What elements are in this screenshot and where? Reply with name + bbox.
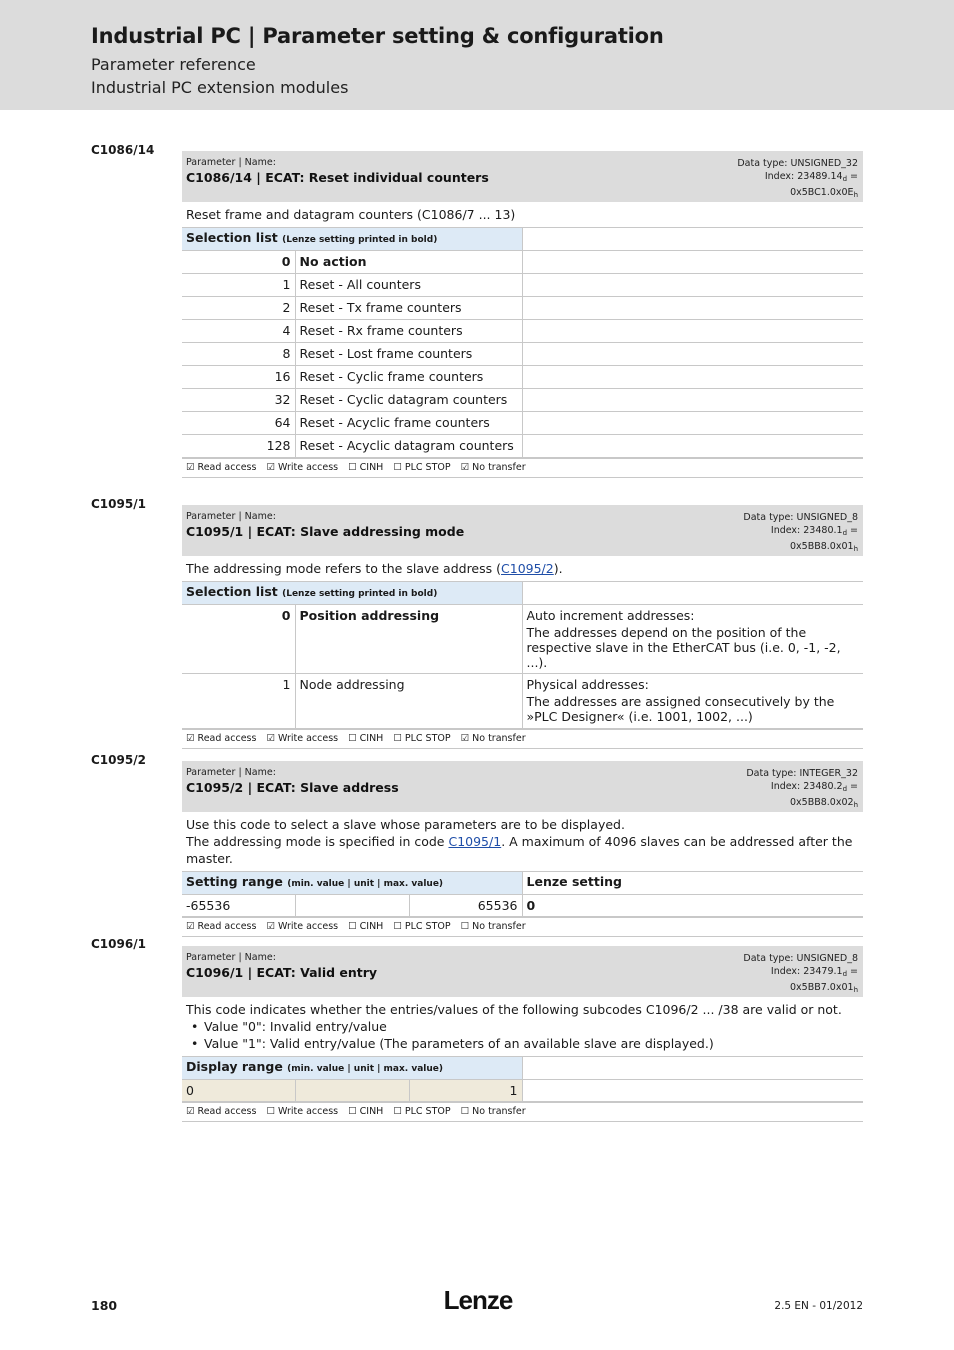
option-info	[522, 388, 863, 411]
access-flags	[182, 729, 863, 749]
index-decimal: Index: $23480.1_d$ =	[770, 525, 858, 537]
index-decimal: Index: $23480.2_d$ =	[770, 781, 858, 793]
access-flag: ☐ PLC STOP	[393, 461, 451, 473]
option-value: 0	[182, 604, 295, 673]
option-value: 1	[182, 273, 295, 296]
link-c1095-1[interactable]: C1095/1	[448, 834, 502, 849]
list-item: • Value "1": Valid entry/value (The parameters of an available slave are displayed.)	[186, 1035, 859, 1052]
range-unit	[295, 894, 409, 916]
access-flag: ☐ No transfer	[460, 1105, 526, 1117]
access-flag: ☑ No transfer	[460, 461, 526, 473]
range-min: -65536	[182, 894, 295, 916]
index-hex: $0x5BC1.0x0E_h$	[790, 187, 858, 199]
display-range-header: Display range (min. value | unit | max. value)	[182, 1057, 522, 1079]
param-description: The addressing mode refers to the slave address (C1095/2).	[182, 556, 863, 582]
access-flag: ☑ Read access	[186, 920, 257, 932]
code-label-c1096-1: C1096/1	[91, 937, 146, 951]
selection-list-header: Selection list (Lenze setting printed in bold)	[182, 582, 522, 604]
access-flag: ☐ CINH	[348, 1105, 384, 1117]
selection-list-table	[182, 228, 863, 458]
access-flag: ☑ Write access	[266, 920, 339, 932]
access-flag: ☐ PLC STOP	[393, 1105, 451, 1117]
range-max: 1	[409, 1079, 522, 1101]
access-flag: ☐ PLC STOP	[393, 732, 451, 744]
selection-option-row	[182, 342, 863, 365]
lenze-logo	[438, 1286, 518, 1316]
range-unit	[295, 1079, 409, 1101]
range-min: 0	[182, 1079, 295, 1101]
code-label-c1086-14: C1086/14	[91, 143, 155, 157]
selection-option-row	[182, 319, 863, 342]
option-value: 32	[182, 388, 295, 411]
access-flags	[182, 1102, 863, 1122]
lenze-setting-header: Lenze setting	[522, 872, 863, 894]
option-label: Reset - Cyclic frame counters	[295, 365, 522, 388]
index-hex: $0x5BB8.0x01_h$	[789, 541, 858, 553]
option-value: 2	[182, 296, 295, 319]
page-header	[0, 0, 954, 110]
access-flags	[182, 458, 863, 478]
data-type: Data type: UNSIGNED_8	[743, 953, 858, 964]
param-meta	[743, 511, 858, 556]
param-name-label: Parameter | Name:	[186, 511, 276, 522]
index-decimal: Index: $23489.14_d$ =	[764, 171, 858, 183]
option-info	[522, 411, 863, 434]
access-flag: ☐ No transfer	[460, 920, 526, 932]
code-label-c1095-1: C1095/1	[91, 497, 146, 511]
access-flag: ☐ CINH	[348, 461, 384, 473]
option-label: Reset - Cyclic datagram counters	[295, 388, 522, 411]
param-meta	[737, 157, 858, 202]
code-label-c1095-2: C1095/2	[91, 753, 146, 767]
svg-text:Lenze: Lenze	[443, 1286, 513, 1315]
selection-option-row	[182, 365, 863, 388]
access-flag: ☑ Write access	[266, 461, 339, 473]
param-description: This code indicates whether the entries/values of the following subcodes C1096/2 ... /38 are valid or not. • Value "0": Invalid entry/value • Value "1": Valid entry/value (The parameters of an available slave are displayed.)	[182, 997, 863, 1057]
setting-range-table	[182, 872, 863, 917]
access-flag: ☐ CINH	[348, 920, 384, 932]
access-flag: ☑ Read access	[186, 1105, 257, 1117]
access-flag: ☐ Write access	[266, 1105, 339, 1117]
data-type: Data type: UNSIGNED_8	[743, 512, 858, 523]
option-info	[522, 273, 863, 296]
subsection-title: Industrial PC extension modules	[91, 78, 349, 97]
option-info	[522, 250, 863, 273]
option-info	[522, 365, 863, 388]
display-range-table	[182, 1057, 863, 1102]
param-block-c1086-14	[182, 151, 863, 478]
option-value: 128	[182, 434, 295, 457]
option-label: Reset - Tx frame counters	[295, 296, 522, 319]
param-header	[182, 505, 863, 556]
page-title: Industrial PC | Parameter setting & configuration	[91, 24, 664, 48]
access-flag: ☑ Read access	[186, 461, 257, 473]
param-name: C1095/2 | ECAT: Slave address	[186, 780, 399, 795]
value-list	[186, 1018, 859, 1052]
section-title: Parameter reference	[91, 55, 256, 74]
option-value: 4	[182, 319, 295, 342]
param-block-c1095-2	[182, 761, 863, 937]
param-name-label: Parameter | Name:	[186, 767, 276, 778]
range-max: 65536	[409, 894, 522, 916]
selection-list-header: Selection list (Lenze setting printed in bold)	[182, 228, 522, 250]
version-info: 2.5 EN - 01/2012	[774, 1300, 863, 1312]
option-value: 1	[182, 673, 295, 728]
option-label: Position addressing	[295, 604, 522, 673]
access-flag: ☑ Write access	[266, 732, 339, 744]
option-info	[522, 342, 863, 365]
access-flags	[182, 917, 863, 937]
param-description: Reset frame and datagram counters (C1086/7 ... 13)	[182, 202, 863, 228]
option-label: Reset - Acyclic frame counters	[295, 411, 522, 434]
list-item: • Value "0": Invalid entry/value	[186, 1018, 859, 1035]
page-number: 180	[91, 1298, 118, 1313]
selection-option-row	[182, 673, 863, 728]
param-name-label: Parameter | Name:	[186, 157, 276, 168]
param-name: C1095/1 | ECAT: Slave addressing mode	[186, 524, 465, 539]
option-label: Reset - Acyclic datagram counters	[295, 434, 522, 457]
option-label: Reset - All counters	[295, 273, 522, 296]
option-value: 0	[182, 250, 295, 273]
option-value: 8	[182, 342, 295, 365]
selection-option-row	[182, 250, 863, 273]
selection-option-row	[182, 273, 863, 296]
option-value: 64	[182, 411, 295, 434]
option-label: Node addressing	[295, 673, 522, 728]
option-info: Auto increment addresses: The addresses depend on the position of the respective slave in the EtherCAT bus (i.e. 0, -1, -2, ...).	[522, 604, 863, 673]
selection-option-row	[182, 388, 863, 411]
param-name: C1096/1 | ECAT: Valid entry	[186, 965, 378, 980]
option-info	[522, 319, 863, 342]
option-label: Reset - Rx frame counters	[295, 319, 522, 342]
param-description: Use this code to select a slave whose parameters are to be displayed. The addressing mode is specified in code C1095/1. A maximum of 4096 slaves can be addressed after the master.	[182, 812, 863, 872]
param-header	[182, 946, 863, 997]
data-type: Data type: INTEGER_32	[746, 768, 858, 779]
access-flag: ☑ No transfer	[460, 732, 526, 744]
param-block-c1096-1	[182, 946, 863, 1122]
option-label: Reset - Lost frame counters	[295, 342, 522, 365]
link-c1095-2[interactable]: C1095/2	[501, 561, 554, 576]
param-name-label: Parameter | Name:	[186, 952, 276, 963]
option-info	[522, 434, 863, 457]
param-block-c1095-1	[182, 505, 863, 749]
access-flag: ☑ Read access	[186, 732, 257, 744]
selection-list-table	[182, 582, 863, 729]
param-meta	[746, 767, 858, 812]
lenze-setting-value: 0	[522, 894, 863, 916]
option-info	[522, 296, 863, 319]
index-hex: $0x5BB7.0x01_h$	[789, 982, 858, 994]
index-decimal: Index: $23479.1_d$ =	[770, 966, 858, 978]
param-header	[182, 151, 863, 202]
selection-option-row	[182, 604, 863, 673]
selection-option-row	[182, 296, 863, 319]
param-meta	[743, 952, 858, 997]
access-flag: ☐ PLC STOP	[393, 920, 451, 932]
option-info: Physical addresses: The addresses are assigned consecutively by the »PLC Designer« (i.e. 1001, 1002, ...)	[522, 673, 863, 728]
selection-option-row	[182, 434, 863, 457]
selection-option-row	[182, 411, 863, 434]
option-value: 16	[182, 365, 295, 388]
data-type: Data type: UNSIGNED_32	[737, 158, 858, 169]
option-label: No action	[295, 250, 522, 273]
param-header	[182, 761, 863, 812]
param-name: C1086/14 | ECAT: Reset individual counters	[186, 170, 489, 185]
setting-range-header: Setting range (min. value | unit | max. value)	[182, 872, 522, 894]
index-hex: $0x5BB8.0x02_h$	[789, 797, 858, 809]
access-flag: ☐ CINH	[348, 732, 384, 744]
